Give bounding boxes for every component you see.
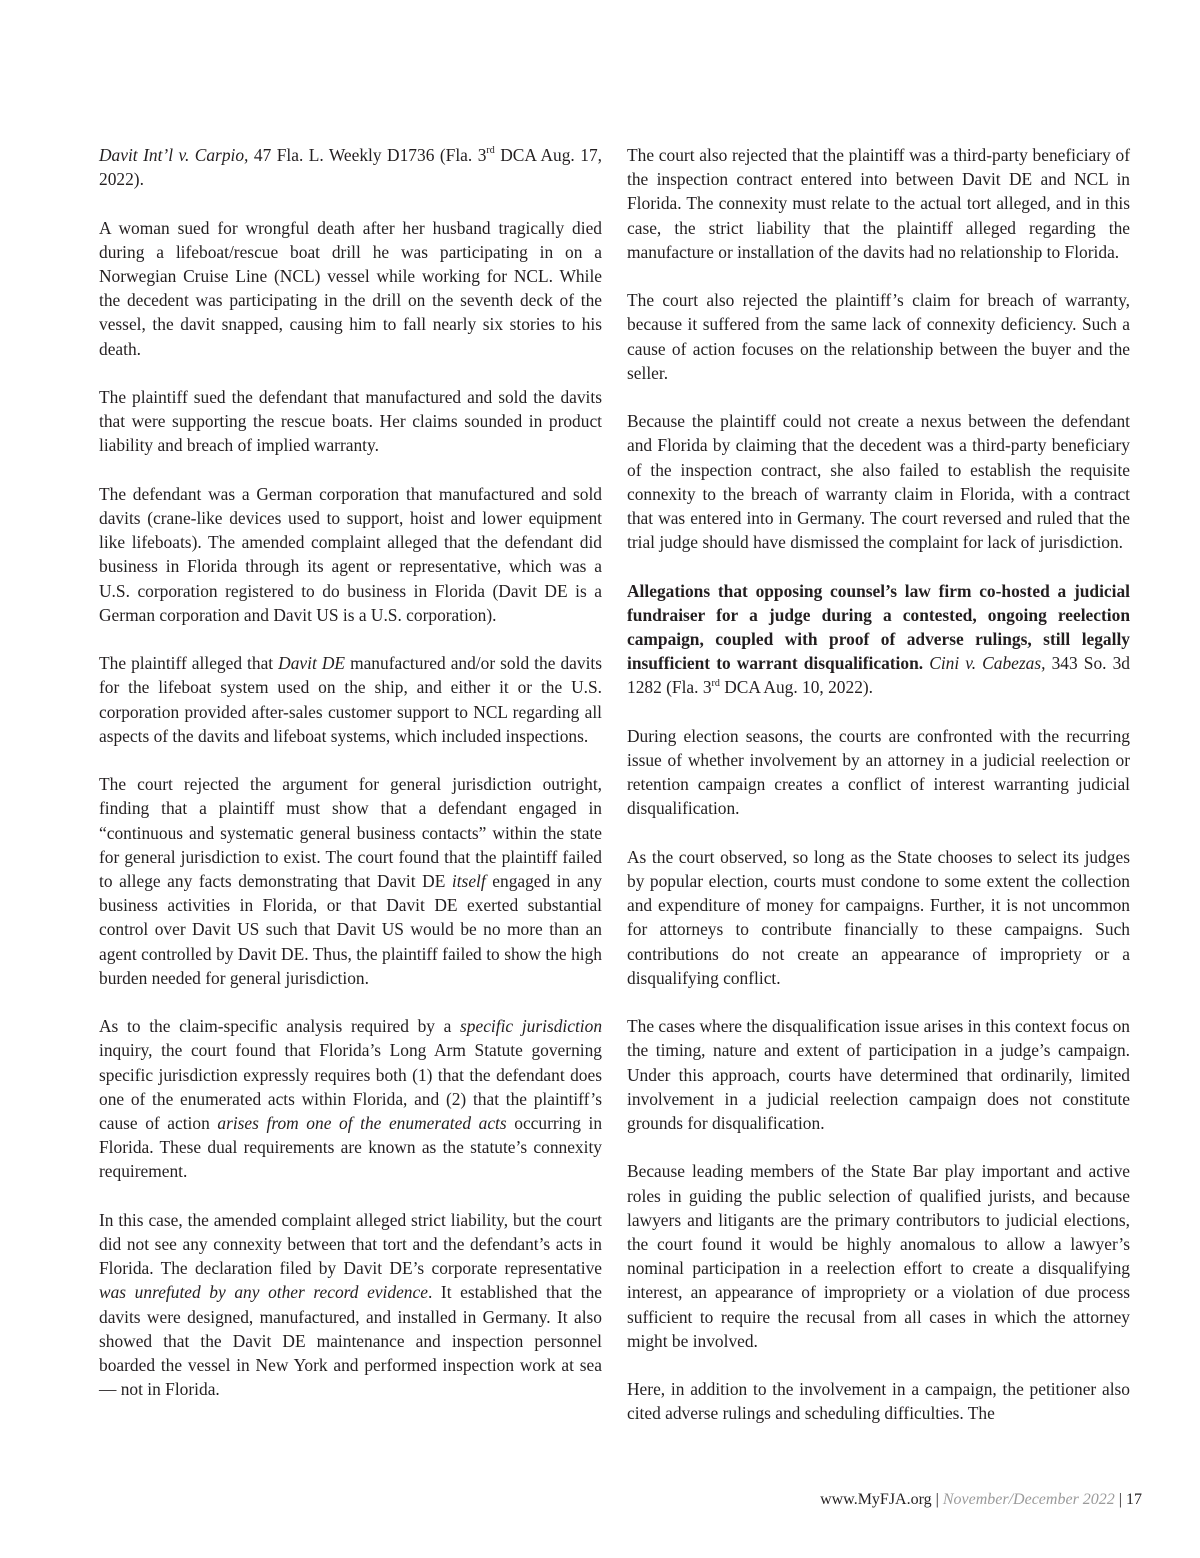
paragraph: In this case, the amended complaint alleged strict liability, but the court did not see any connexity between that tort and the defendant’s acts in Florida. The declaration filed by Davit DE’s corporate representative was unrefuted by any other record evidence. It established that the davits were designed, manufactured, and installed in Germany. It also showed that the Davit DE maintenance and inspection personnel boarded the vessel in New York and performed inspection work at sea — not in Florida. (99, 1209, 602, 1400)
right-column (627, 143, 1130, 1426)
case-heading: Allegations that opposing counsel’s law firm co-hosted a judicial fundraiser for a judge during a contested, ongoing reelection campaign, coupled with proof of adverse rulings, still legally insufficient to warrant disqualification. Cini v. Cabezas, 343 So. 3d 1282 (Fla. 3rd DCA Aug. 10, 2022). (627, 580, 1130, 698)
paragraph: As the court observed, so long as the State chooses to select its judges by popular election, courts must condone to some extent the collection and expenditure of money for campaigns. Further, it is not uncommon for attorneys to contribute financially to these campaigns. Such contributions do not create an appearance of impropriety or a disqualifying conflict. (627, 846, 1130, 988)
paragraph: The defendant was a German corporation that manufactured and sold davits (crane-like devices used to support, hoist and lower equipment like lifeboats). The amended complaint alleged that the defendant did business in Florida through its agent or representative, which was a U.S. corporation registered to do business in Florida (Davit DE is a German corporation and Davit US is a U.S. corporation). (99, 483, 602, 625)
paragraph: The court also rejected that the plaintiff was a third-party beneficiary of the inspection contract entered into between Davit DE and NCL in Florida. The connexity must relate to the actual tort alleged, and in this case, the strict liability that the plaintiff alleged regarding the manufacture or installation of the davits had no relationship to Florida. (627, 145, 1130, 262)
page-footer: www.MyFJA.org | November/December 2022 | 17 (820, 1491, 1142, 1508)
left-column (99, 143, 602, 1401)
case-citation: Davit Int’l v. Carpio, 47 Fla. L. Weekly D1736 (Fla. 3rd DCA Aug. 17, 2022). (99, 145, 602, 190)
paragraph: The plaintiff sued the defendant that manufactured and sold the davits that were supporting the rescue boats. Her claims sounded in product liability and breach of implied warranty. (99, 387, 602, 456)
paragraph: As to the claim-specific analysis required by a specific jurisdiction inquiry, the court found that Florida’s Long Arm Statute governing specific jurisdiction expressly requires both (1) that the defendant does one of the enumerated acts within Florida, and (2) that the plaintiff’s cause of action arises from one of the enumerated acts occurring in Florida. These dual requirements are known as the statute’s connexity requirement. (99, 1016, 603, 1182)
paragraph: During election seasons, the courts are confronted with the recurring issue of whether involvement by an attorney in a judicial reelection or retention campaign creates a conflict of interest warranting judicial disqualification. (627, 725, 1130, 819)
paragraph: The court also rejected the plaintiff’s claim for breach of warranty, because it suffered from the same lack of connexity deficiency. Such a cause of action focuses on the relationship between the buyer and the seller. (627, 290, 1130, 383)
paragraph: The cases where the disqualification issue arises in this context focus on the timing, nature and extent of participation in a judge’s campaign. Under this approach, courts have determined that ordinarily, limited involvement in a judicial reelection campaign does not constitute grounds for disqualification. (627, 1016, 1130, 1134)
page-number: 17 (1126, 1491, 1142, 1508)
paragraph: The court rejected the argument for general jurisdiction outright, finding that a plaintiff must show that a defendant engaged in “continuous and systematic general business contacts” within the state for general jurisdiction to exist. The court found that the plaintiff failed to allege any facts demonstrating that Davit DE itself engaged in any business activities in Florida, or that Davit DE exerted substantial control over Davit US such that Davit US would be no more than an agent controlled by Davit DE. Thus, the plaintiff failed to show the high burden needed for general jurisdiction. (99, 774, 602, 988)
paragraph: Because the plaintiff could not create a nexus between the defendant and Florida by claiming that the decedent was a third-party beneficiary of the inspection contract, she also failed to establish the requisite connexity to the breach of warranty claim in Florida, with a contract that was entered into in Germany. The court reversed and ruled that the trial judge should have dismissed the complaint for lack of jurisdiction. (627, 411, 1130, 553)
case-heading-text: Allegations that opposing counsel’s law firm co-hosted a judicial fundraiser for a judge during a contested, ongoing reelection campaign, coupled with proof of adverse rulings, still legally insufficient to warrant disqualification. (627, 580, 1130, 674)
issue-date: November/December 2022 (942, 1491, 1115, 1508)
website-link[interactable]: www.MyFJA.org (820, 1491, 932, 1508)
paragraph: The plaintiff alleged that Davit DE manufactured and/or sold the davits for the lifeboat system used on the ship, and either it or the U.S. corporation provided after-sales customer support to NCL regarding all aspects of the davits and lifeboat systems, which included inspections. (99, 653, 603, 746)
paragraph: Here, in addition to the involvement in a campaign, the petitioner also cited adverse rulings and scheduling difficulties. The (627, 1379, 1130, 1424)
paragraph: A woman sued for wrongful death after her husband tragically died during a lifeboat/rescue boat drill he was participating in on a Norwegian Cruise Line (NCL) vessel while working for NCL. While the decedent was participating in the drill on the seventh deck of the vessel, the davit snapped, causing him to fall nearly six stories to his death. (99, 217, 602, 359)
paragraph: Because leading members of the State Bar play important and active roles in guiding the public selection of qualified jurists, and because lawyers and litigants are the primary contributors to judicial elections, the court found it would be highly anomalous to allow a lawyer’s nominal participation in a reelection effort to create a disqualifying interest, an appearance of impropriety or a violation of due process sufficient to require the recusal from all cases in which the attorney might be involved. (627, 1161, 1130, 1351)
